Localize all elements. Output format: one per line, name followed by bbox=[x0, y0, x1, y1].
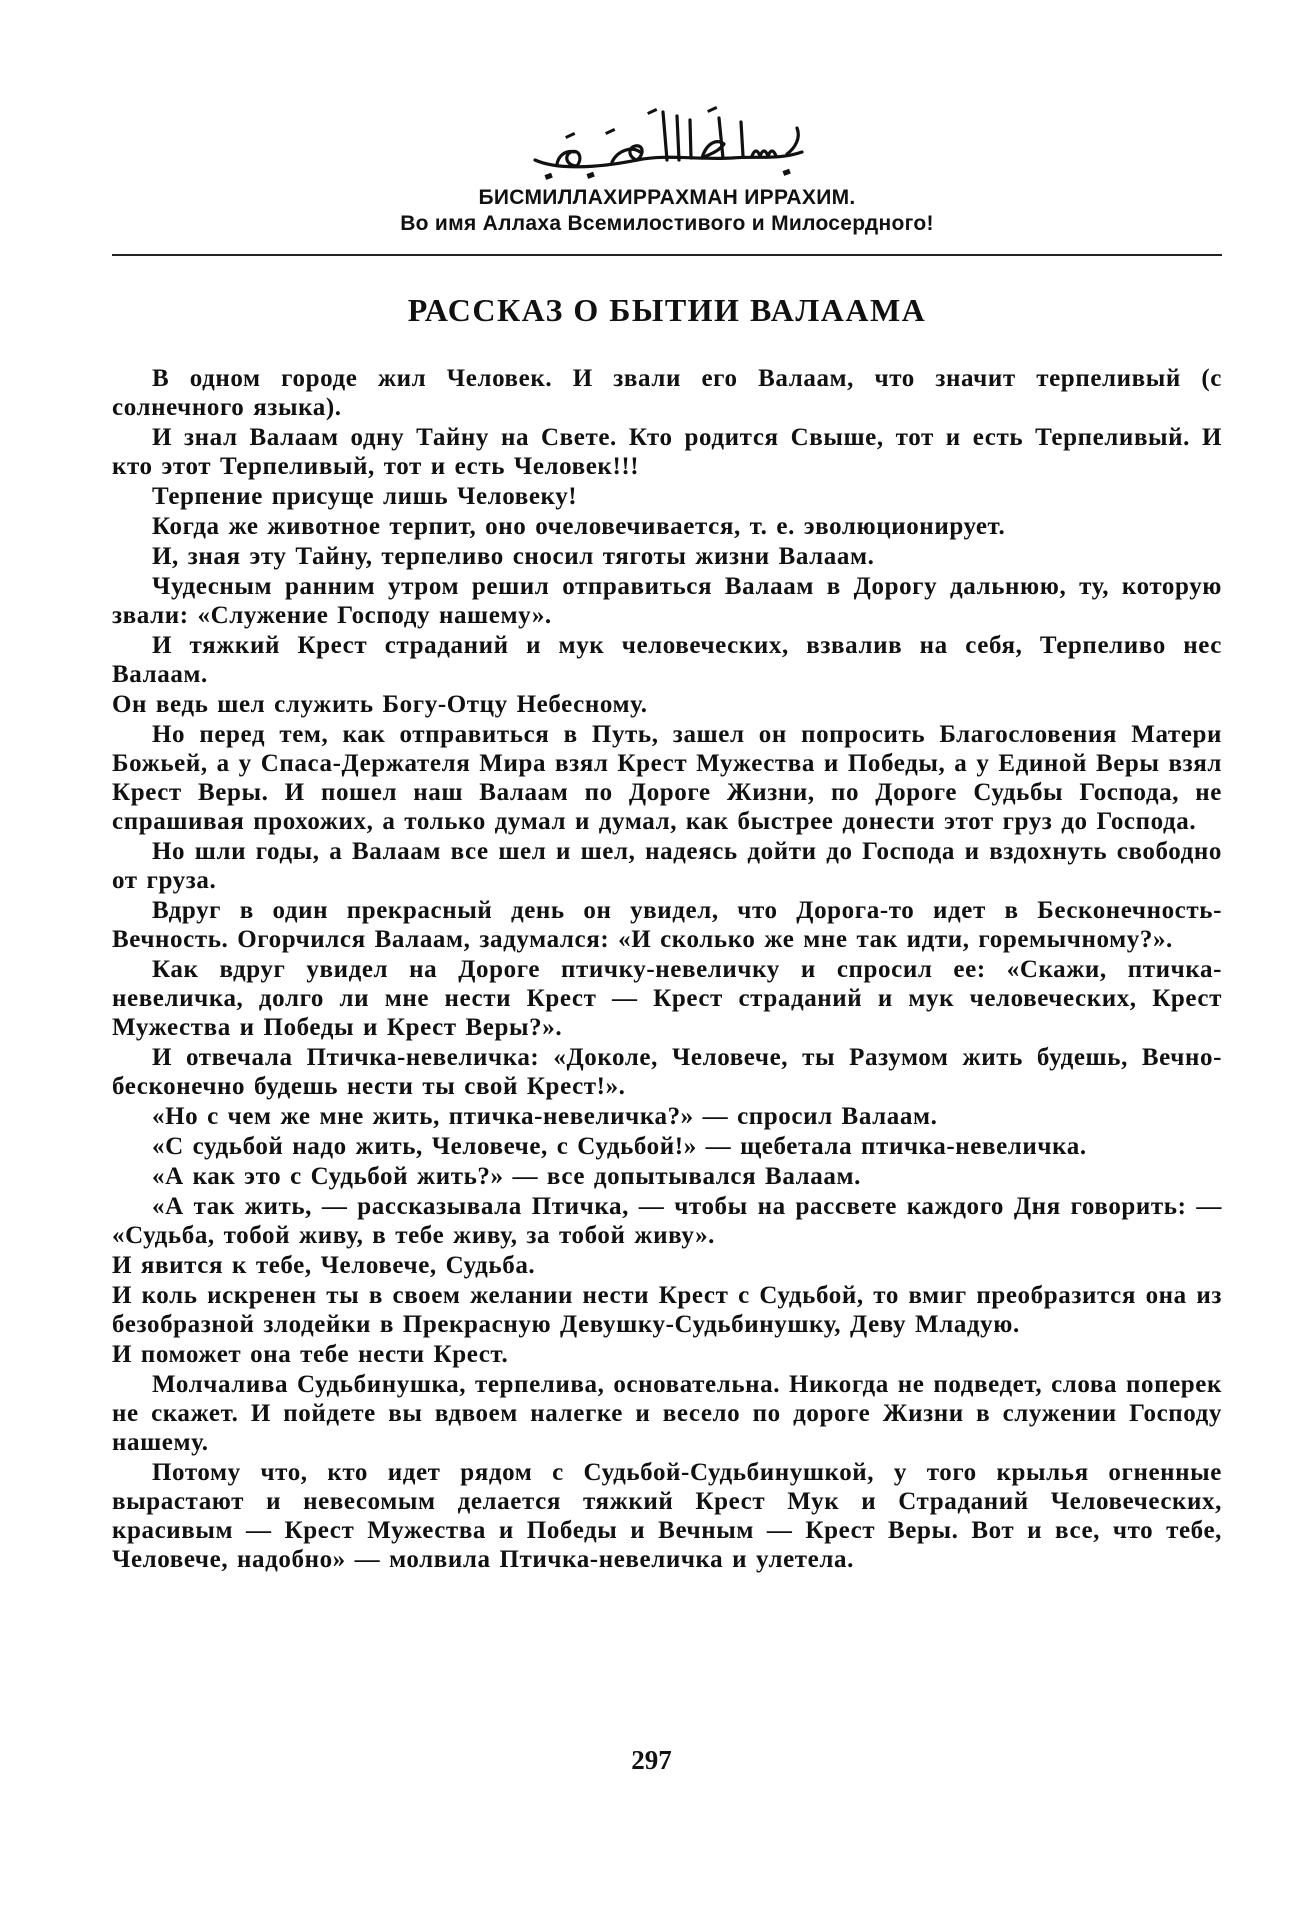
story-paragraph: Молчалива Судьбинушка, терпелива, основательна. Никогда не подведет, слова поперек не скажет. И пойдете вы вдвоем налегке и весело по дороге Жизни в служении Господу нашему. bbox=[112, 1371, 1222, 1456]
header-divider bbox=[112, 254, 1222, 256]
story-paragraph: Но шли годы, а Валаам все шел и шел, надеясь дойти до Господа и вздохнуть свободно от груза. bbox=[112, 838, 1222, 894]
story-paragraph: «А так жить, — рассказывала Птичка, — чтобы на рассвете каждого Дня говорить: — «Судьба, тобой живу, в тебе живу, за тобой живу». bbox=[112, 1193, 1222, 1249]
story-paragraph: «Но с чем же мне жить, птичка-невеличка?» — спросил Валаам. bbox=[152, 1103, 938, 1130]
story-paragraph: В одном городе жил Человек. И звали его Валаам, что значит терпеливый (с солнечного языка). bbox=[112, 365, 1222, 421]
invocation bbox=[112, 185, 1222, 237]
arabic-calligraphy-icon bbox=[517, 100, 817, 185]
story-paragraph: Он ведь шел служить Богу-Отцу Небесному. bbox=[112, 691, 648, 718]
bismillah-calligraphy bbox=[112, 100, 1222, 185]
story-body bbox=[112, 364, 1222, 1574]
story-title: РАССКАЗ О БЫТИИ ВАЛААМА bbox=[407, 292, 927, 328]
page-number: 297 bbox=[631, 1745, 672, 1775]
story-paragraph: И отвечала Птичка-невеличка: «Доколе, Человече, ты Разумом жить будешь, Вечно-бесконечно будешь нести ты свой Крест!». bbox=[112, 1044, 1222, 1100]
story-paragraph: Как вдруг увидел на Дороге птичку-невеличку и спросил ее: «Скажи, птичка-невеличка, долго ли мне нести Крест — Крест страданий и мук человеческих, Крест Мужества и Победы и Крест Веры?». bbox=[112, 956, 1222, 1041]
invocation-transliteration: БИСМИЛЛАХИРРАХМАН ИРРАХИМ. bbox=[478, 186, 856, 209]
story-paragraph: «С судьбой надо жить, Человече, с Судьбой!» — щебетала птичка-невеличка. bbox=[152, 1133, 1087, 1160]
story-paragraph: Терпение присуще лишь Человеку! bbox=[152, 483, 578, 510]
invocation-translation: Во имя Аллаха Всемилостивого и Милосердного! bbox=[400, 212, 934, 235]
story-paragraph: И, зная эту Тайну, терпеливо сносил тяготы жизни Валаам. bbox=[152, 543, 875, 570]
page bbox=[112, 100, 1222, 1575]
story-paragraph: Когда же животное терпит, оно очеловечивается, т. е. эволюционирует. bbox=[152, 513, 1006, 540]
story-paragraph: И тяжкий Крест страданий и мук человеческих, взвалив на себя, Терпеливо нес Валаам. bbox=[112, 632, 1222, 688]
story-paragraph: Вдруг в один прекрасный день он увидел, что Дорога-то идет в Бесконечность-Вечность. Огорчился Валаам, задумался: «И сколько же мне так идти, горемычному?». bbox=[112, 897, 1222, 953]
story-paragraph: И коль искренен ты в своем желании нести Крест с Судьбой, то вмиг преобразится она из безобразной злодейки в Прекрасную Девушку-Судьбинушку, Деву Младую. bbox=[112, 1282, 1222, 1338]
story-paragraph: Но перед тем, как отправиться в Путь, зашел он попросить Благословения Матери Божьей, а у Спаса-Держателя Мира взял Крест Мужества и Победы, а у Единой Веры взял Крест Веры. И пошел наш Валаам по Дороге Жизни, по Дороге Судьбы Господа, не спрашивая прохожих, а только думал и думал, как быстрее донести этот груз до Господа. bbox=[112, 721, 1222, 835]
story-paragraph: И явится к тебе, Человече, Судьба. bbox=[112, 1252, 536, 1279]
story-paragraph: «А как это с Судьбой жить?» — все допытывался Валаам. bbox=[152, 1163, 861, 1190]
story-paragraph: И поможет она тебе нести Крест. bbox=[112, 1341, 509, 1368]
story-paragraph: Чудесным ранним утром решил отправиться Валаам в Дорогу дальнюю, ту, которую звали: «Служение Господу нашему». bbox=[112, 573, 1222, 629]
story-paragraph: И знал Валаам одну Тайну на Свете. Кто родится Свыше, тот и есть Терпеливый. И кто этот Терпеливый, тот и есть Человек!!! bbox=[112, 424, 1222, 480]
story-paragraph: Потому что, кто идет рядом с Судьбой-Судьбинушкой, у того крылья огненные вырастают и невесомым делается тяжкий Крест Мук и Страданий Человеческих, красивым — Крест Мужества и Победы и Вечным — Крест Веры. Вот и все, что тебе, Человече, надобно» — молвила Птичка-невеличка и улетела. bbox=[112, 1459, 1222, 1573]
